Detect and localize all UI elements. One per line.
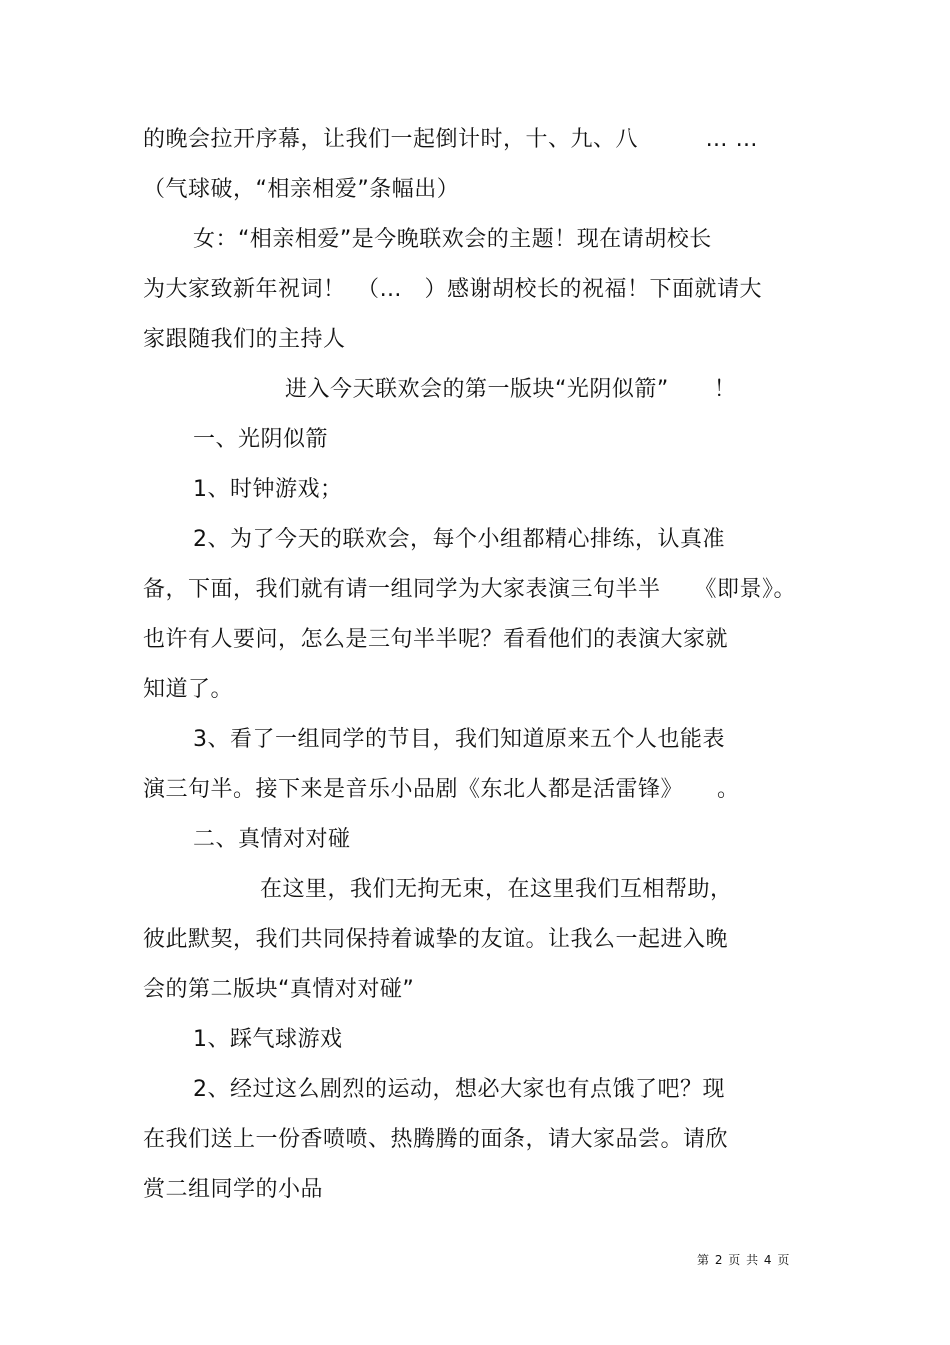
text-line-13: 3、看了一组同学的节目，我们知道原来五个人也能表 — [193, 727, 725, 752]
text-line-1: 的晚会拉开序幕，让我们一起倒计时，十、九、八 … … — [143, 127, 758, 152]
text-line-3: 女：“相亲相爱”是今晚联欢会的主题！现在请胡校长 — [193, 227, 712, 252]
page-number-footer: 第 2 页 共 4 页 — [697, 1253, 791, 1267]
text-line-22: 赏二组同学的小品 — [143, 1177, 324, 1202]
text-line-9: 2、为了今天的联欢会，每个小组都精心排练，认真准 — [193, 527, 725, 552]
text-line-21: 在我们送上一份香喷喷、热腾腾的面条，请大家品尝。请欣 — [143, 1127, 729, 1152]
section-heading-2: 二、真情对对碰 — [193, 827, 351, 852]
section-heading-1: 一、光阴似箭 — [193, 427, 329, 452]
text-line-11: 也许有人要问，怎么是三句半半呢？看看他们的表演大家就 — [143, 627, 729, 652]
text-line-6: 进入今天联欢会的第一版块“光阴似箭” ！ — [285, 377, 737, 402]
text-line-10: 备，下面，我们就有请一组同学为大家表演三句半半 《即景》。 — [143, 577, 797, 602]
text-line-12: 知道了。 — [143, 677, 234, 702]
text-line-18: 会的第二版块“真情对对碰” — [143, 977, 415, 1002]
text-line-8: 1、时钟游戏； — [193, 477, 343, 502]
text-line-19: 1、踩气球游戏 — [193, 1027, 343, 1052]
text-line-16: 在这里，我们无拘无束，在这里我们互相帮助， — [260, 877, 733, 902]
text-line-4: 为大家致新年祝词！ （… ）感谢胡校长的祝福！下面就请大 — [143, 277, 763, 302]
text-line-14: 演三句半。接下来是音乐小品剧《东北人都是活雷锋》 。 — [143, 777, 740, 802]
text-line-5: 家跟随我们的主持人 — [143, 327, 346, 352]
text-line-2: （气球破，“相亲相爱”条幅出） — [143, 177, 460, 202]
text-line-20: 2、经过这么剧烈的运动，想必大家也有点饿了吧？现 — [193, 1077, 725, 1102]
text-line-17: 彼此默契，我们共同保持着诚挚的友谊。让我么一起进入晚 — [143, 927, 729, 952]
